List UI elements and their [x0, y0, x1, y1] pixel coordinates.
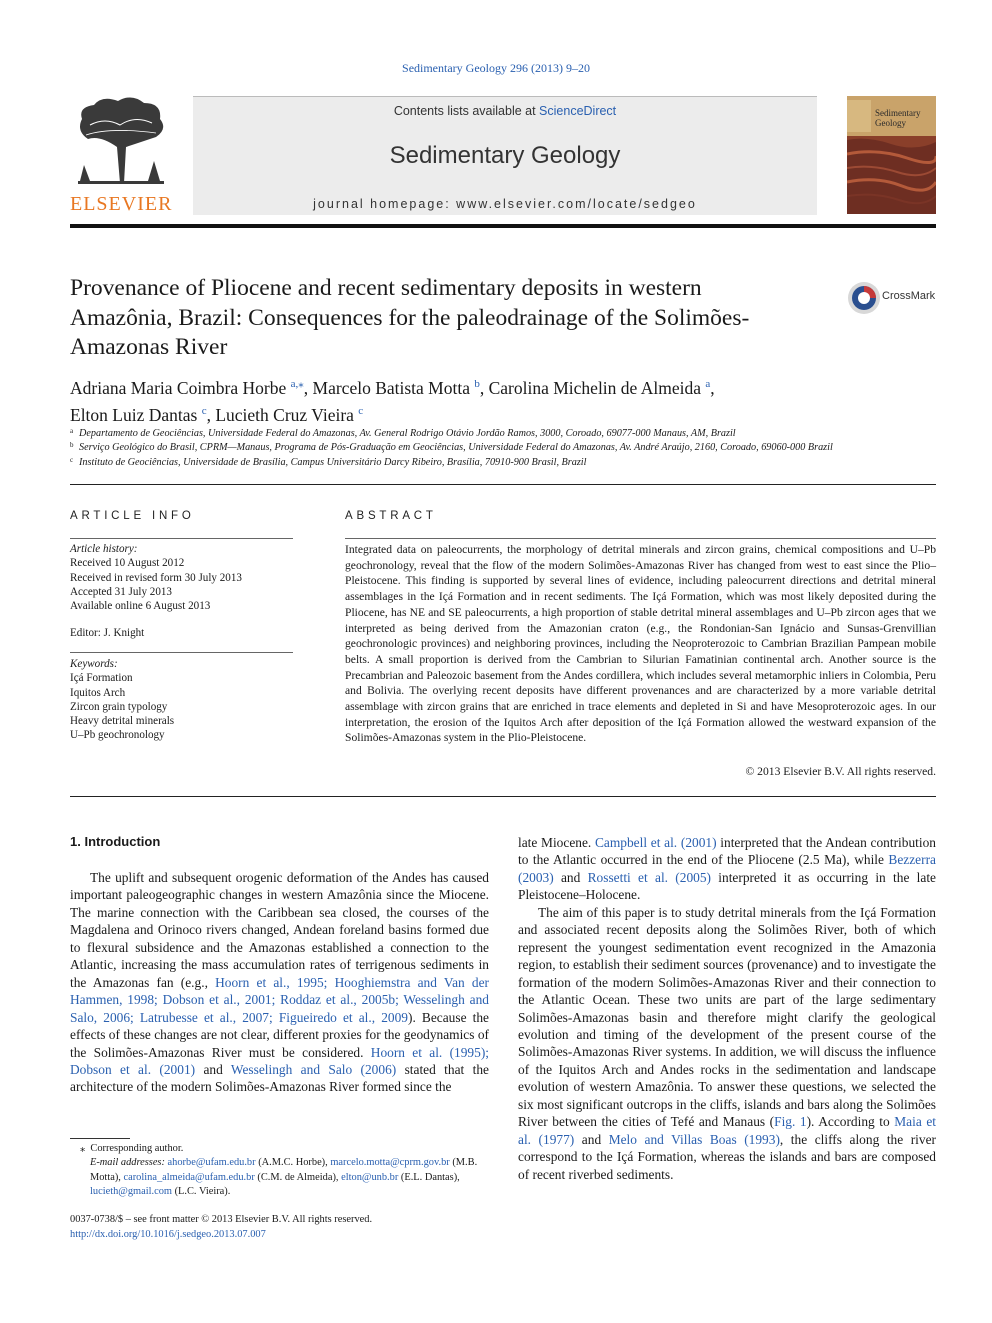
email-link[interactable]: elton@unb.br — [341, 1171, 399, 1183]
history-item: Accepted 31 July 2013 — [70, 585, 172, 598]
paragraph: The aim of this paper is to study detrital minerals from the Içá Formation and associated recent deposits along the Solimões River, both of which represent the youngest sedimentation event recognized in the Amazonia region, to establish their sediment sources (provenance) and to investigate the formation of the modern Solimões-Amazonas River and their connection to the Atlantic Ocean. These two units are part of the large sedimentary Solimões-Amazonas basin and therefore might clarify the geological evolution and timing of the development of the present course of the Solimões-Amazonas River systems. In addition, we will discuss the influence of the Iquitos Arch and Andes rocks in the sedimentation and landscape evolution of western Amazônia. To answer these questions, we selected the six most significant outcrops in the cliffs, islands and bars along the Solimões River between the cities of Tefé and Manaus (Fig. 1). According to Maia et al. (1977) and Melo and Villas Boas (1993), the cliffs along the river correspond to the Içá Formation, whereas the islands and bars are composed of recent riverbed sediments. — [518, 904, 936, 1182]
affiliation — [70, 427, 936, 441]
author-affiliation-marker[interactable]: b — [474, 378, 480, 390]
affiliation-text: Departamento de Geociências, Universidade Federal do Amazonas, Av. General Rodrigo Otávio Jordão Ramos, 3000, Coroado, 69077-000 Manaus, AM, Brazil — [79, 428, 736, 439]
author-separator: , — [206, 404, 216, 425]
header-rule — [70, 224, 936, 228]
abstract-rule — [345, 538, 936, 539]
email-owner: (C.M. de Almeida), — [254, 1171, 342, 1183]
keyword: Iquitos Arch — [70, 686, 126, 699]
publisher-name: ELSEVIER — [70, 193, 173, 215]
citation-link[interactable]: Melo and Villas Boas (1993) — [608, 1131, 780, 1147]
history-item: Received 10 August 2012 — [70, 557, 185, 570]
section-rule — [70, 484, 936, 485]
author-separator: , — [479, 377, 489, 398]
email-link[interactable]: carolina_almeida@ufam.edu.br — [123, 1171, 255, 1183]
cover-title: Sedimentary Geology — [875, 108, 921, 128]
affiliation — [70, 456, 936, 470]
citation-link[interactable]: Hoorn et al. (1995); Dobson et al. (2001) — [70, 1044, 489, 1077]
history-item: Received in revised form 30 July 2013 — [70, 571, 242, 584]
article-info-heading: ARTICLE INFO — [70, 510, 195, 522]
keywords-label: Keywords: — [70, 658, 118, 670]
affiliation-text: Instituto de Geociências, Universidade de Brasília, Campus Universitário Darcy Ribeiro, Brasília, 70910-900 Brasil, Brazil — [79, 456, 587, 468]
keyword: Içá Formation — [70, 672, 133, 685]
citation-link[interactable]: Maia et al. (1977) — [518, 1114, 936, 1147]
body-column-left — [70, 869, 489, 1096]
author-separator: , — [303, 377, 313, 398]
affiliation-label: a — [70, 427, 74, 435]
contents-availability — [193, 104, 817, 118]
author-list — [70, 373, 920, 427]
front-matter — [70, 1213, 490, 1242]
footnotes — [70, 1142, 490, 1199]
paragraph: The uplift and subsequent orogenic deformation of the Andes has caused important paleogeographic changes in western Amazônia since the Miocene. The marine connection with the Caribbean sea closed, the courses of the Magdalena and Orinoco rivers changed, Andean foreland basins formed due to flexural subsidence and the Amazonas established a connection to the Atlantic, increasing the mass accumulation rates of terrigenous sediments in the Amazonas fan (e.g., Hoorn et al., 1995; Hooghiemstra and Van der Hammen, 1998; Dobson et al., 2001; Roddaz et al., 2005b; Wesselingh and Salo, 2006; Latrubesse et al., 2007; Figueiredo et al., 2009). Because the effects of these changes are not clear, different proxies for the geodynamics of the Solimões-Amazonas River must be considered. Hoorn et al. (1995); Dobson et al. (2001) and Wesselingh and Salo (2006) stated that the architecture of the modern Solimões-Amazonas River formed since the — [70, 870, 489, 1095]
sciencedirect-link[interactable]: ScienceDirect — [539, 104, 617, 118]
crossmark-label[interactable]: CrossMark — [882, 290, 936, 302]
section-rule — [70, 796, 936, 797]
journal-cover — [847, 96, 936, 214]
abstract-heading: ABSTRACT — [345, 510, 437, 522]
author-affiliation-marker[interactable]: a,⁎ — [290, 378, 304, 390]
article-history — [70, 542, 300, 613]
journal-homepage[interactable]: journal homepage: www.elsevier.com/locate/sedgeo — [313, 197, 697, 211]
corresponding-author-note: ⁎ Corresponding author. — [80, 1143, 184, 1154]
author-name[interactable]: Lucieth Cruz Vieira — [215, 404, 359, 425]
keyword: Zircon grain typology — [70, 700, 168, 713]
affiliation-label: b — [70, 441, 74, 450]
email-owner: (A.M.C. Horbe), — [255, 1157, 331, 1169]
editor: Editor: J. Knight — [70, 627, 145, 639]
introduction-heading: 1. Introduction — [70, 834, 161, 849]
history-item: Available online 6 August 2013 — [70, 600, 211, 613]
journal-title: Sedimentary Geology — [389, 142, 621, 169]
citation-link[interactable]: Wesselingh and Salo (2006) — [230, 1061, 397, 1077]
author-name[interactable]: Marcelo Batista Motta — [312, 377, 475, 398]
citation-link[interactable]: Bezzerra (2003) — [518, 852, 936, 885]
email-owner: (M.B. Motta), — [90, 1157, 478, 1183]
body-column-right — [518, 834, 936, 1183]
article-title: Provenance of Pliocene and recent sedimentary deposits in western Amazônia, Brazil: Consequences for the paleodrainage of the Solimões-Amazonas River — [70, 275, 750, 360]
keyword: Heavy detrital minerals — [70, 715, 175, 728]
figure-link[interactable]: Fig. 1 — [774, 1114, 807, 1130]
affiliation — [70, 441, 936, 455]
issn-line: 0037-0738/$ – see front matter © 2013 Elsevier B.V. All rights reserved. — [70, 1214, 373, 1225]
doi-link[interactable]: http://dx.doi.org/10.1016/j.sedgeo.2013.07.007 — [70, 1228, 266, 1240]
contents-prefix: Contents lists available at — [393, 104, 540, 118]
email-link[interactable]: lucieth@gmail.com — [90, 1185, 172, 1197]
author-affiliation-marker[interactable]: a — [705, 378, 711, 390]
author-affiliation-marker[interactable]: c — [201, 404, 207, 417]
email-link[interactable]: ahorbe@ufam.edu.br — [167, 1157, 256, 1169]
paragraph: late Miocene. Campbell et al. (2001) interpreted that the Andean contribution to the Atlantic occurred in the end of the Pliocene (2.5 Ma), while Bezzerra (2003) and Rossetti et al. (2005) interpreted it as occurring in the late Pleistocene–Holocene. — [518, 835, 936, 903]
author-affiliation-marker[interactable]: c — [358, 404, 364, 417]
citation-link[interactable]: Hoorn et al., 1995; Hooghiemstra and Van der Hammen, 1998; Dobson et al., 2001; Roddaz et al., 2005b; Wesselingh and Salo, 2006; Latrubesse et al., 2007; Figueiredo et al., 2009 — [70, 974, 489, 1025]
keywords — [70, 657, 300, 743]
footnote-rule — [70, 1138, 130, 1139]
email-owner: (E.L. Dantas), — [398, 1171, 460, 1183]
journal-citation[interactable]: Sedimentary Geology 296 (2013) 9–20 — [402, 61, 590, 75]
affiliation-text: Serviço Geológico do Brasil, CPRM—Manaus, Programa de Pós-Graduação em Geociências, Universidade Federal do Amazonas, Av. André Araújo, 2160, Coroado, 69060-000 Brazil — [79, 442, 833, 454]
affiliation-label: c — [70, 455, 74, 464]
keyword: U–Pb geochronology — [70, 729, 165, 742]
email-owner: (L.C. Vieira). — [172, 1185, 231, 1197]
citation-link[interactable]: Rossetti et al. (2005) — [587, 869, 711, 885]
email-link[interactable]: marcelo.motta@cprm.gov.br — [330, 1157, 450, 1169]
author-name[interactable]: Elton Luiz Dantas — [70, 404, 202, 425]
copyright: © 2013 Elsevier B.V. All rights reserved. — [745, 765, 936, 778]
keywords-rule — [70, 652, 293, 653]
affiliation-list — [70, 427, 936, 470]
abstract-text: Integrated data on paleocurrents, the morphology of detrital minerals and zircon grains, chemical compositions and U–Pb geochronology, reveal that the flow of the modern Solimões-Amazonas River has changed from west to east since the Plio–Pleistocene. This finding is supported by several lines of evidence, including paleocurrent directions and detrital mineral assemblages in the Içá Formation and in recent sediments. The Içá Formation, which was most likely deposited during the Pliocene, has NE and SE paleocurrents, a high proportion of stable detrital mineral assemblages and U–Pb zircon ages that we interpreted as being derived from the Amazonian craton (e.g., the Rondonian-San Ignácio and Sunsas-Grenvillian geochronologic provinces) and neighboring provinces, including the Neoproterozoic to Cambrian Brazilian Pampean mobile belts. A small proportion is derived from the Cambrian to Silurian Famatinian continental arch. Another source is the Precambrian and Paleozoic basement from the Andes cordillera, which includes several metamorphic inliers in Colombia, Peru and Bolivia. The overlying recent deposits have different provenances and are characterized by a more variable detrital assemblage with zircon grains that are enriched in trace elements and depleted in Si and have Mesoproterozoic ages. In our interpretation, the erosion of the Iquitos Arch after deposition of the Içá Formation allowed the westward expansion of the Solimões-Amazonas system in the Plio-Pleistocene. — [345, 543, 936, 745]
author-name[interactable]: Adriana Maria Coimbra Horbe — [70, 377, 291, 398]
email-addresses: E-mail addresses: ahorbe@ufam.edu.br (A.M.C. Horbe), marcelo.motta@cprm.gov.br (M.B. Motta), carolina_almeida@ufam.edu.br (C.M. de Almeida), elton@unb.br (E.L. Dantas), lucieth@gmail.com (L.C. Vieira). — [90, 1157, 478, 1197]
author-separator: , — [710, 377, 715, 398]
author-name[interactable]: Carolina Michelin de Almeida — [488, 377, 706, 398]
history-label: Article history: — [70, 543, 138, 555]
article-info-rule — [70, 538, 293, 539]
citation-link[interactable]: Campbell et al. (2001) — [594, 835, 717, 850]
